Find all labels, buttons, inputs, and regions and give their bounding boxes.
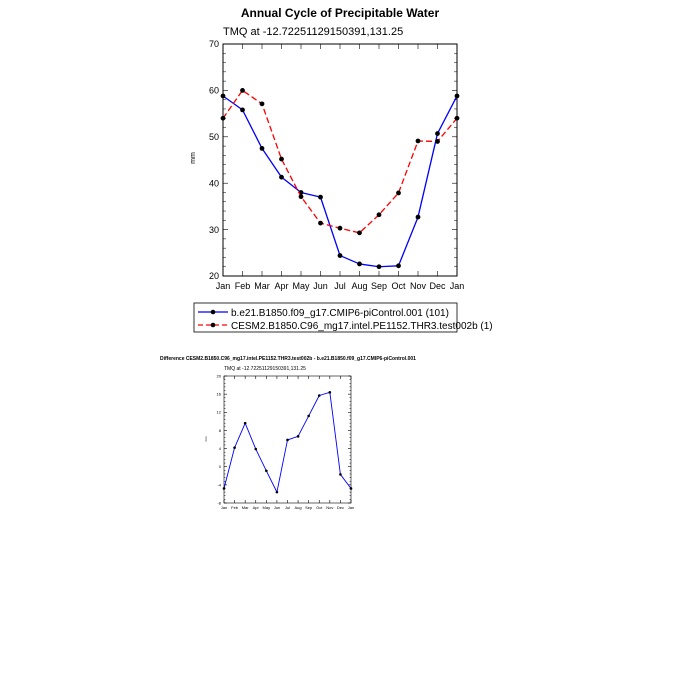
x-tick-label: Nov xyxy=(326,505,334,510)
y-tick-label: 8 xyxy=(218,427,221,433)
x-tick-label: Jun xyxy=(313,280,328,291)
x-tick-label: Mar xyxy=(254,280,270,291)
chart-subtitle: TMQ at -12.72251129150391,131.25 xyxy=(223,26,404,38)
data-point xyxy=(233,446,236,449)
data-point xyxy=(240,88,245,93)
series-line-2 xyxy=(223,90,457,232)
data-point xyxy=(279,175,284,180)
x-tick-label: Jun xyxy=(273,505,281,510)
x-tick-label: Feb xyxy=(231,505,239,510)
plot-frame xyxy=(223,44,457,276)
difference-title: Difference CESM2.B1850.C96_mg17.intel.PE1152.THR3.test002b - b.e21.B1850.f09_g17.CMIP6-piControl.001 xyxy=(160,356,416,362)
data-point xyxy=(435,139,440,144)
x-tick-label: Nov xyxy=(409,280,427,291)
x-tick-label: Jul xyxy=(284,505,291,510)
axis-ticks xyxy=(209,39,464,291)
legend xyxy=(194,303,493,332)
data-point xyxy=(416,215,421,220)
x-tick-label: Feb xyxy=(234,280,251,291)
legend-marker-series-2 xyxy=(211,323,216,328)
y-tick-label: -8 xyxy=(217,500,221,506)
chart-title: Annual Cycle of Precipitable Water xyxy=(240,6,440,20)
data-point xyxy=(435,131,440,136)
y-tick-label: 30 xyxy=(208,224,219,235)
y-tick-label: 12 xyxy=(216,409,221,415)
x-tick-label: Oct xyxy=(391,280,406,291)
data-point xyxy=(318,394,321,397)
data-point xyxy=(416,139,421,144)
data-point xyxy=(279,157,284,162)
y-tick-label: 0 xyxy=(218,464,221,470)
y-tick-label: 20 xyxy=(216,373,221,379)
data-point xyxy=(338,226,343,231)
series-group xyxy=(221,88,460,269)
data-point xyxy=(299,194,304,199)
x-tick-label: May xyxy=(262,505,271,510)
data-point xyxy=(357,262,362,267)
y-tick-label: 20 xyxy=(208,271,219,282)
data-point xyxy=(377,212,382,217)
data-point xyxy=(260,101,265,106)
x-tick-label: Jul xyxy=(334,280,346,291)
y-tick-label: -4 xyxy=(217,482,221,488)
y-tick-label: 50 xyxy=(208,131,219,142)
data-point xyxy=(318,221,323,226)
x-tick-label: Jan xyxy=(220,505,228,510)
data-point xyxy=(260,146,265,151)
data-point xyxy=(244,422,247,425)
data-point xyxy=(339,473,342,476)
x-tick-label: Sep xyxy=(370,280,388,291)
y-axis-label: mm xyxy=(190,152,197,164)
data-point xyxy=(254,448,257,451)
difference-series-group xyxy=(223,391,353,493)
x-tick-label: Jan xyxy=(347,505,355,510)
x-tick-label: Dec xyxy=(336,505,344,510)
data-point xyxy=(307,415,310,418)
data-point xyxy=(276,491,279,494)
x-tick-label: Mar xyxy=(241,505,249,510)
legend-label-series-1: b.e21.B1850.f09_g17.CMIP6-piControl.001 (101) xyxy=(231,308,449,319)
x-tick-label: Aug xyxy=(351,280,368,291)
x-tick-label: Aug xyxy=(294,505,302,510)
series-line-1 xyxy=(224,392,351,492)
difference-subtitle: TMQ at -12.72251129150391,131.25 xyxy=(224,366,306,372)
legend-marker-series-1 xyxy=(211,310,216,315)
data-point xyxy=(318,195,323,200)
data-point xyxy=(396,263,401,268)
legend-label-series-2: CESM2.B1850.C96_mg17.intel.PE1152.THR3.test002b (1) xyxy=(231,321,493,332)
x-tick-label: May xyxy=(292,280,310,291)
y-tick-label: 70 xyxy=(208,39,219,50)
difference-y-axis-label: mm xyxy=(204,436,208,442)
data-point xyxy=(357,230,362,235)
data-point xyxy=(297,435,300,438)
x-tick-label: Oct xyxy=(316,505,323,510)
data-point xyxy=(338,253,343,258)
x-tick-label: Sep xyxy=(305,505,313,510)
x-tick-label: Jan xyxy=(449,280,465,291)
data-point xyxy=(286,439,289,442)
series-line-1 xyxy=(223,96,457,267)
difference-chart xyxy=(160,356,416,510)
precipitable-water-chart xyxy=(190,6,464,291)
data-point xyxy=(396,191,401,196)
y-tick-label: 4 xyxy=(218,445,221,451)
y-tick-label: 60 xyxy=(208,85,219,96)
x-tick-label: Jan xyxy=(215,280,231,291)
y-tick-label: 40 xyxy=(208,178,219,189)
data-point xyxy=(329,391,332,394)
data-point xyxy=(240,107,245,112)
x-tick-label: Apr xyxy=(252,505,259,510)
data-point xyxy=(265,469,268,472)
data-point xyxy=(377,264,382,269)
y-tick-label: 16 xyxy=(216,391,221,397)
x-tick-label: Dec xyxy=(429,280,446,291)
x-tick-label: Apr xyxy=(274,280,289,291)
